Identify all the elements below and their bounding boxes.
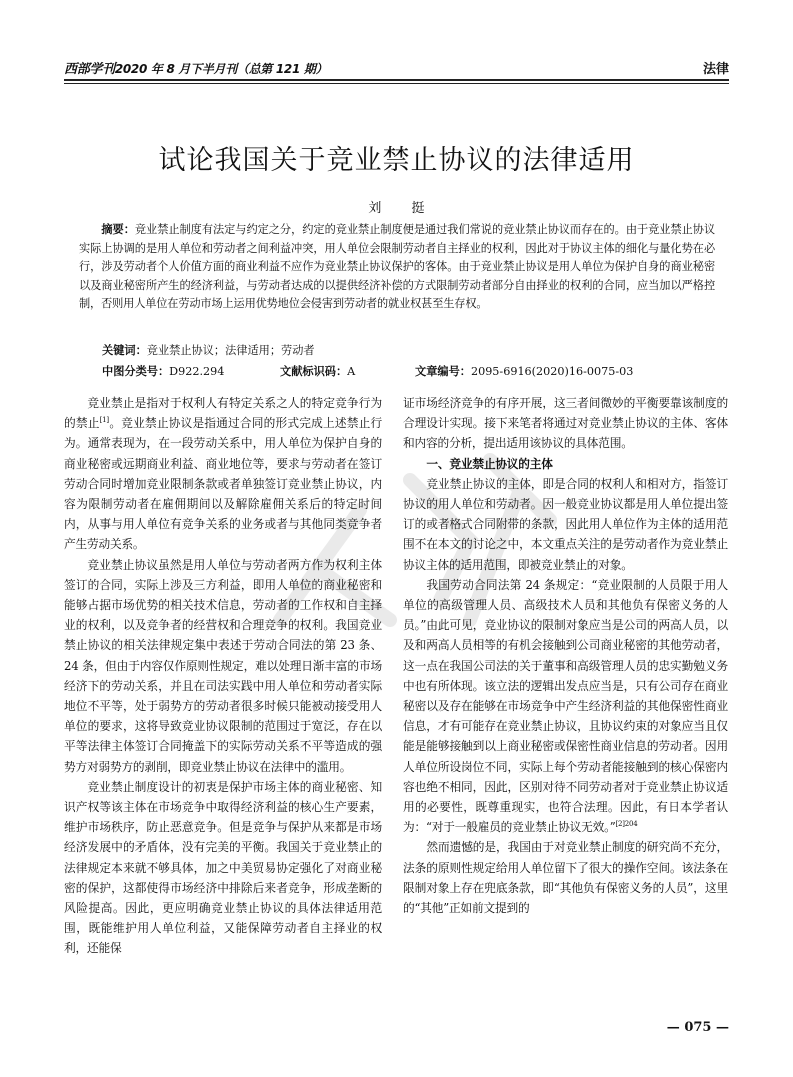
section-label: 法律 bbox=[702, 62, 729, 77]
abstract bbox=[79, 221, 715, 314]
keywords bbox=[102, 342, 315, 358]
clc-value: D922.294 bbox=[169, 365, 225, 378]
paragraph-text: 我国劳动合同法第 24 条规定：“竞业限制的人员限于用人单位的高级管理人员、高级技术人员和其他负有保密义务的人员。”由此可见，竞业协议的限制对象应当是公司的两高人员，以及和两高人员相等的有机会接触到公司商业秘密的其他劳动者，这一点在我国公司法的关于董事和高级管理人员的忠实勤勉义务中也有所体现。该立法的逻辑出发点应当是，只有公司存在商业秘密以及存在能够在市场竞争中产生经济利益的其他保密性商业信息，才有可能存在竞业禁止协议，且协议约束的对象应当且仅能是能够接触到以上商业秘密或保密性商业信息的劳动者。因用人单位所设岗位不同，实际上每个劳动者能接触到的核心保密内容也绝不相同，因此，区别对待不同劳动者对于竞业禁止协议适用的必要性，既尊重现实，也符合法理。因此，有日本学者认为：“对于一般雇员的竞业禁止协议无效。” bbox=[403, 577, 728, 835]
journal-masthead bbox=[64, 58, 327, 77]
paragraph: 然而遗憾的是，我国由于对竞业禁止制度的研究尚不充分，法条的原则性规定给用人单位留下了很大的操作空间。该法条在限制对象上存在兜底条款，即“其他负有保密义务的人员”，这里的“其他”正如前文提到的 bbox=[403, 840, 728, 916]
keywords-label: 关键词： bbox=[102, 344, 147, 357]
clc-label: 中图分类号： bbox=[102, 365, 170, 378]
paragraph bbox=[403, 575, 728, 838]
clc-number bbox=[102, 363, 224, 379]
paragraph: 证市场经济竞争的有序开展，这三者间微妙的平衡要靠该制度的合理设计实现。接下来笔者将通过对竞业禁止协议的主体、客体和内容的分析，提出适用该协议的具体范围。 bbox=[403, 396, 728, 451]
article-title: 试论我国关于竞业禁止协议的法律适用 bbox=[158, 145, 635, 176]
article-number bbox=[415, 363, 633, 379]
author-name: 刘 挺 bbox=[368, 201, 438, 216]
header-rule-thin bbox=[64, 83, 729, 84]
abstract-text: 竞业禁止制度有法定与约定之分，约定的竞业禁止制度便是通过我们常说的竞业禁止协议而存在的。由于竞业禁止协议实际上协调的是用人单位和劳动者之间利益冲突，用人单位会限制劳动者自主择业的权利，因此对于协议主体的细化与量化势在必行，涉及劳动者个人价值方面的商业利益不应作为竞业禁止协议保护的客体。由于竞业禁止协议是用人单位为保护自身的商业秘密以及商业秘密所产生的经济利益，与劳动者达成的以提供经济补偿的方式限制劳动者部分自由择业的权利的合同，应当加以严格控制，否则用人单位在劳动市场上运用优势地位会侵害到劳动者的就业权甚至生存权。 bbox=[79, 223, 715, 310]
paragraph: 竞业禁止协议虽然是用人单位与劳动者两方作为权利主体签订的合同，实际上涉及三方利益，即用人单位的商业秘密和能够占据市场优势的相关技术信息，劳动者的工作权和自主择业的权利，以及竞争者的经营权和合理竞争的权利。我国竞业禁止协议的相关法律规定集中表述于劳动合同法的第 23 条、24 条，但由于内容仅作原则性规定，难以处理日渐丰富的市场经济下的劳动关系，并且在司法实践中用人单位和劳动者实际地位不平等，处于弱势方的劳动者很多时候只能被动接受用人单位的要求，这将导致竞业协议限制的范围过于宽泛，存在以平等法律主体签订合同掩盖下的实际劳动关系不平等造成的强势方对弱势方的剥削，即竞业禁止协议在法律中的滥用。 bbox=[64, 557, 382, 774]
body-column-right bbox=[403, 393, 728, 918]
section-heading: 一、竞业禁止协议的主体 bbox=[426, 456, 553, 471]
body-column-left bbox=[64, 393, 382, 959]
paragraph: 竞业禁止制度设计的初衷是保护市场主体的商业秘密、知识产权等该主体在市场竞争中取得经济利益的核心生产要素，维护市场秩序，防止恶意竞争。但是竞争与保护从来都是市场经济发展中的矛盾体，没有完美的平衡。我国关于竞业禁止的法律规定本来就不够具体，加之中美贸易协定强化了对商业秘密的保护，这都使得市场经济中排除后来者竞争，形成垄断的风险提高。因此，更应明确竞业禁止协议的具体法律适用范围，既能维护用人单位利益，又能保障劳动者自主择业的权利，还能保 bbox=[64, 779, 382, 956]
abstract-label: 摘要： bbox=[101, 223, 135, 236]
article-number-value: 2095-6916(2020)16-0075-03 bbox=[470, 365, 634, 378]
paragraph: 竞业禁止协议的主体，即是合同的权利人和相对方，指签订协议的用人单位和劳动者。因一般竞业协议都是用人单位提出签订的或者格式合同附带的条款，因此用人单位作为主体的适用范围不在本文的讨论之中，本文重点关注的是劳动者作为竞业禁止协议主体的适用范围，即被竞业禁止的对象。 bbox=[403, 476, 728, 572]
paragraph bbox=[64, 393, 382, 555]
header-rule-thick bbox=[64, 79, 729, 81]
keywords-text: 竞业禁止协议；法律适用；劳动者 bbox=[146, 344, 315, 357]
citation-ref: [1] bbox=[99, 416, 109, 425]
paragraph-text: 。竞业禁止协议是指通过合同的形式完成上述禁止行为。通常表现为，在一段劳动关系中，用人单位为保护自身的商业秘密或远期商业利益、商业地位等，要求与劳动者在签订劳动合同时增加竞业限制条款或者单独签订竞业禁止协议，内容为限制劳动者在雇佣期间以及解除雇佣关系后的特定时间内，从事与用人单位有竞争关系的业务或者与其他同类竞争者产生劳动关系。 bbox=[64, 416, 382, 552]
journal-logo: 西部学刊 bbox=[64, 62, 115, 77]
page-number: — 075 — bbox=[666, 1020, 729, 1035]
paragraph-text: 竞业禁止是指对于权利人有特定关系之人的特定竞争行为的禁止 bbox=[64, 396, 382, 431]
issue-info: 2020 年 8 月下半月刊（总第 121 期） bbox=[114, 62, 328, 76]
article-number-label: 文章编号： bbox=[415, 365, 471, 378]
doc-code-value: A bbox=[347, 365, 356, 378]
citation-ref: [2]204 bbox=[615, 820, 638, 829]
running-header bbox=[64, 56, 729, 78]
document-code bbox=[280, 363, 355, 379]
doc-code-label: 文献标识码： bbox=[280, 365, 348, 378]
